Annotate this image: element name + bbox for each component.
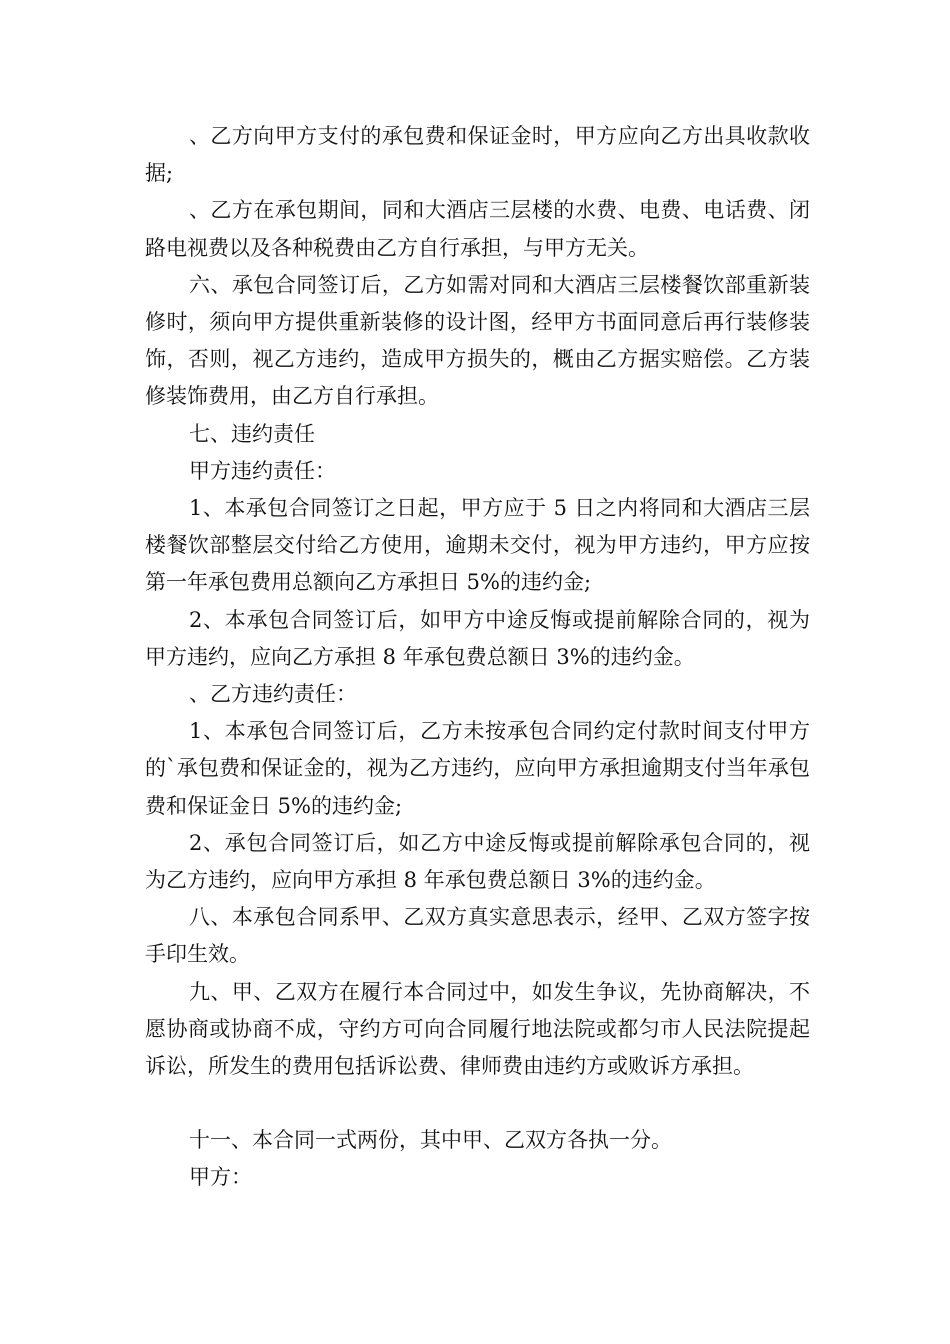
paragraph-clause-nine: 九、甲、乙双方在履行本合同过中，如发生争议，先协商解决，不愿协商或协商不成，守约方可向合同履行地法院或都匀市人民法院提起诉讼，所发生的费用包括诉讼费、律师费由违约方或败诉方承担。 [145,979,810,1078]
paragraph-party-b-item-2: 2、承包合同签订后，如乙方中途反悔或提前解除承包合同的，视为乙方违约，应向甲方承担 8 年承包费总额日 3%的违约金。 [145,830,810,892]
paragraph-party-b-item-1: 1、本承包合同签订后，乙方未按承包合同约定付款时间支付甲方的`承包费和保证金的，视为乙方违约，应向甲方承担逾期支付当年承包费和保证金日 5%的违约金; [145,719,810,818]
signature-party-a-label: 甲方： [189,1165,252,1190]
subheading-party-a-breach: 甲方违约责任： [189,458,336,483]
paragraph-utilities: 、乙方在承包期间，同和大酒店三层楼的水费、电费、电话费、闭路电视费以及各种税费由乙方自行承担，与甲方无关。 [145,198,810,260]
subheading-party-b-breach: 、乙方违约责任： [189,681,357,706]
paragraph-clause-eight: 八、本承包合同系甲、乙双方真实意思表示，经甲、乙双方签字按手印生效。 [145,905,810,967]
paragraph-receipt: 、乙方向甲方支付的承包费和保证金时，甲方应向乙方出具收款收据; [145,124,810,186]
paragraph-party-a-item-2: 2、本承包合同签订后，如甲方中途反悔或提前解除合同的，视为甲方违约，应向乙方承担 8 年承包费总额日 3%的违约金。 [145,607,810,669]
section-heading-breach: 七、违约责任 [189,421,315,446]
paragraph-party-a-item-1: 1、本承包合同签订之日起，甲方应于 5 日之内将同和大酒店三层楼餐饮部整层交付给乙方使用，逾期未交付，视为甲方违约，甲方应按第一年承包费用总额向乙方承担日 5%的违约金; [145,495,810,595]
document-body [145,118,810,1197]
paragraph-clause-eleven: 十一、本合同一式两份，其中甲、乙双方各执一分。 [189,1128,672,1153]
paragraph-clause-six: 六、承包合同签订后，乙方如需对同和大酒店三层楼餐饮部重新装修时，须向甲方提供重新装修的设计图，经甲方书面同意后再行装修装饰，否则，视乙方违约，造成甲方损失的，概由乙方据实赔偿。乙方装修装饰费用，由乙方自行承担。 [145,272,810,409]
